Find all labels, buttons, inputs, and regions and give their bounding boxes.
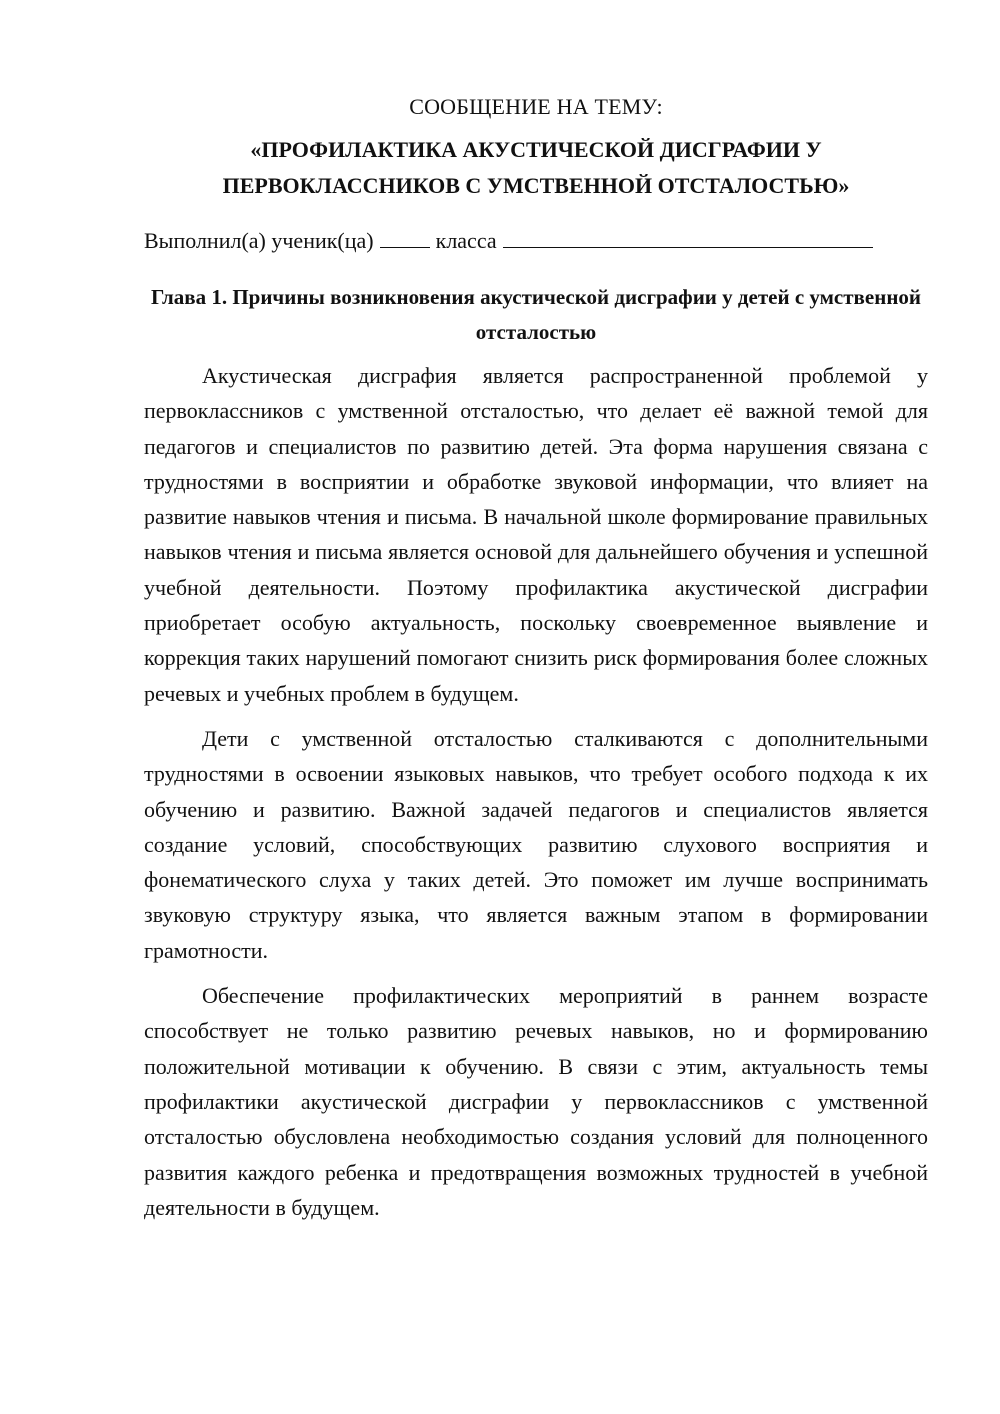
class-name-blank — [503, 229, 873, 248]
class-label: класса — [435, 228, 497, 253]
author-prefix: Выполнил(а) ученик(ца) — [144, 228, 374, 253]
paragraph-3: Обеспечение профилактических мероприятий в раннем возрасте способствует не только развитию речевых навыков, но и формированию положительной мотивации к обучению. В связи с этим, актуальность темы профилактики акустической дисграфии у первоклассников с умственной отсталостью обусловлена необходимостью создания условий для полноценного развития каждого ребенка и предотвращения возможных трудностей в учебной деятельности в будущем. — [144, 983, 928, 1220]
paragraph-2: Дети с умственной отсталостью сталкиваются с дополнительными трудностями в освоении языковых навыков, что требует особого подхода к их обучению и развитию. Важной задачей педагогов и специалистов является создание условий, способствующих развитию слухового восприятия и фонематического слуха у таких детей. Это поможет им лучше воспринимать звуковую структуру языка, что является важным этапом в формировании грамотности. — [144, 725, 928, 963]
subject-heading: СООБЩЕНИЕ НА ТЕМУ: — [409, 94, 663, 119]
paragraph-1: Акустическая дисграфия является распространенной проблемой у первоклассников с умственной отсталостью, что делает её важной темой для педагогов и специалистов по развитию детей. Эта форма нарушения связана с трудностями в восприятии и обработке звуковой информации, что влияет на развитие навыков чтения и письма. В начальной школе формирование правильных навыков чтения и письма является основой для дальнейшего обучения и успешной учебной деятельности. Поэтому профилактика акустической дисграфии приобретает особую актуальность, поскольку своевременное выявление и коррекция таких нарушений помогают снизить риск формирования более сложных речевых и учебных проблем в будущем. — [144, 363, 928, 706]
class-number-blank — [380, 229, 430, 248]
author-line — [144, 224, 928, 258]
chapter-title: Глава 1. Причины возникновения акустической дисграфии у детей с умственной отсталостью — [150, 285, 922, 344]
document-body — [144, 90, 928, 1235]
document-title: «ПРОФИЛАКТИКА АКУСТИЧЕСКОЙ ДИСГРАФИИ У ПЕРВОКЛАССНИКОВ С УМСТВЕННОЙ ОТСТАЛОСТЬЮ» — [222, 137, 850, 198]
